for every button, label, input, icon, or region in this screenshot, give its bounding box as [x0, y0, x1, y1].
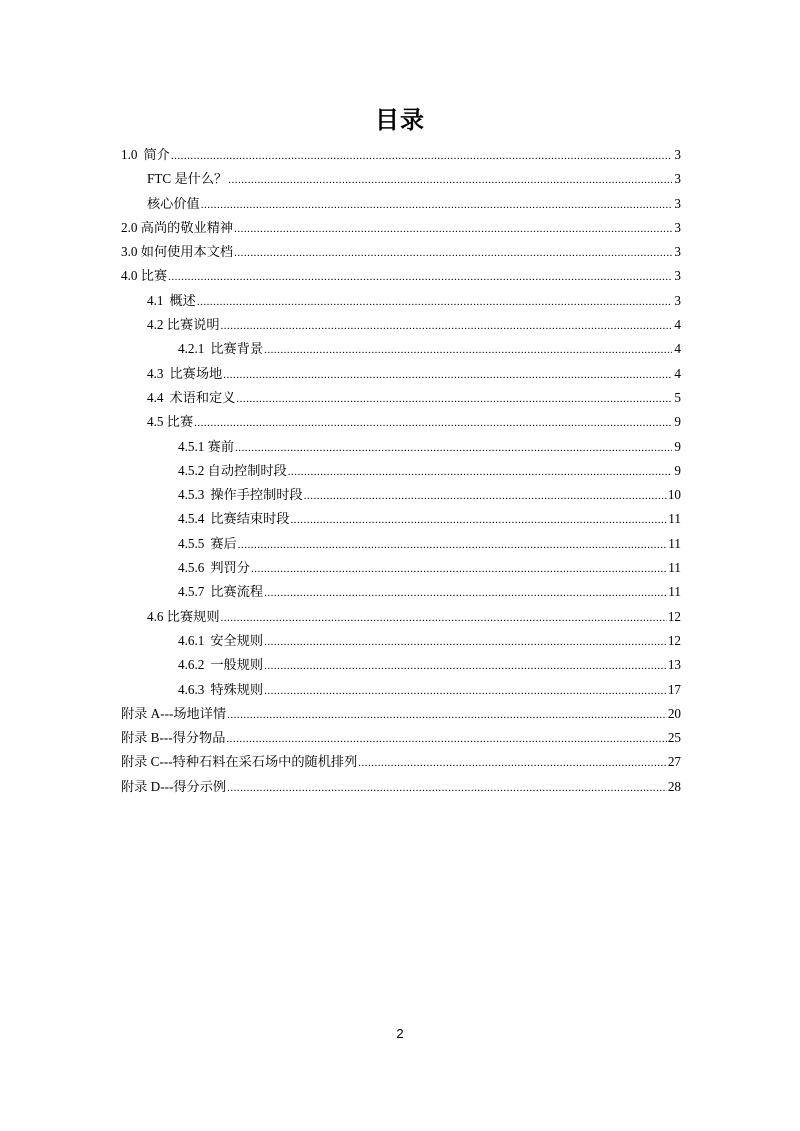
- toc-entry[interactable]: [121, 726, 681, 750]
- toc-entry-page: 25: [667, 730, 681, 746]
- toc-entry-label: 附录 D---得分示例: [121, 778, 227, 794]
- toc-entry[interactable]: [121, 532, 681, 556]
- dot-leader: [171, 144, 672, 168]
- toc-entry-page: 3: [674, 219, 681, 235]
- toc-entry-label: 4.6 比赛规则: [147, 608, 220, 624]
- toc-entry-page: 9: [674, 414, 681, 430]
- toc-entry-page: 9: [674, 438, 681, 454]
- toc-entry[interactable]: [121, 605, 681, 629]
- toc-entry-page: 4: [674, 341, 681, 357]
- toc-entry-label: 附录 C---特种石料在采石场中的随机排列: [121, 754, 358, 770]
- toc-entry-label: 比赛背景: [210, 341, 264, 357]
- toc-entry-page: 11: [668, 511, 681, 527]
- toc-entry-label: 核心价值: [147, 195, 200, 211]
- toc-entry-label: 简介: [143, 147, 170, 162]
- dot-leader: [264, 338, 672, 362]
- toc-entry-page: 12: [667, 632, 681, 648]
- table-of-contents: [121, 143, 681, 799]
- toc-entry-page: 4: [674, 317, 681, 333]
- toc-entry-label: 一般规则: [210, 657, 264, 673]
- toc-entry[interactable]: [121, 216, 681, 240]
- toc-entry[interactable]: [121, 289, 681, 313]
- dot-leader: [236, 387, 672, 411]
- toc-entry[interactable]: [121, 483, 681, 507]
- toc-entry[interactable]: [121, 386, 681, 410]
- toc-entry-page: 17: [667, 681, 681, 697]
- toc-entry-label: 4.5.1 赛前: [178, 438, 235, 454]
- dot-leader: [264, 581, 667, 605]
- dot-leader: [194, 411, 672, 435]
- toc-entry[interactable]: [121, 775, 681, 799]
- toc-entry-page: 3: [674, 195, 681, 211]
- dot-leader: [264, 679, 667, 703]
- toc-entry[interactable]: [121, 240, 681, 264]
- toc-entry-page: 3: [674, 268, 681, 284]
- toc-entry-label: FTC 是什么？: [147, 171, 228, 187]
- toc-entry-page: 28: [667, 778, 681, 794]
- toc-entry-label: 比赛结束时段: [210, 511, 290, 527]
- toc-entry-page: 13: [667, 657, 681, 673]
- toc-entry-number: 4.3: [147, 365, 164, 381]
- toc-entry-number: 4.5.4: [178, 511, 205, 527]
- toc-entry-page: 4: [674, 365, 681, 381]
- toc-entry-label: 特殊规则: [210, 681, 264, 697]
- dot-leader: [223, 363, 672, 387]
- toc-entry-label: 4.0 比赛: [121, 268, 168, 284]
- toc-entry-label: 比赛场地: [169, 365, 223, 381]
- toc-entry-page: 9: [674, 462, 681, 478]
- toc-entry-label: 安全规则: [210, 632, 264, 648]
- toc-entry-page: 10: [667, 487, 681, 503]
- dot-leader: [201, 193, 672, 217]
- toc-entry[interactable]: [121, 459, 681, 483]
- toc-entry-page: 3: [674, 147, 681, 162]
- toc-entry-page: 20: [667, 705, 681, 721]
- toc-entry-page: 5: [674, 389, 681, 405]
- dot-leader: [227, 776, 667, 800]
- toc-entry[interactable]: [121, 507, 681, 531]
- toc-entry-label: 判罚分: [210, 560, 250, 576]
- toc-entry-page: 11: [668, 535, 681, 551]
- dot-leader: [197, 290, 672, 314]
- toc-entry-label: 赛后: [210, 535, 237, 551]
- dot-leader: [304, 484, 667, 508]
- toc-entry[interactable]: [121, 362, 681, 386]
- toc-entry-number: 4.4: [147, 389, 164, 405]
- toc-entry-number: 4.5.3: [178, 487, 205, 503]
- toc-entry-page: 3: [674, 292, 681, 308]
- toc-entry-label: 2.0 高尚的敬业精神: [121, 219, 234, 235]
- toc-entry-number: 4.6.1: [178, 632, 205, 648]
- toc-entry-label: 3.0 如何使用本文档: [121, 244, 234, 260]
- dot-leader: [234, 217, 672, 241]
- toc-entry[interactable]: [121, 192, 681, 216]
- dot-leader: [288, 460, 672, 484]
- dot-leader: [291, 508, 668, 532]
- toc-entry[interactable]: [121, 143, 681, 167]
- toc-entry-page: 12: [667, 608, 681, 624]
- dot-leader: [238, 533, 668, 557]
- toc-entry-page: 27: [667, 754, 681, 770]
- dot-leader: [251, 557, 667, 581]
- toc-entry-page: 3: [674, 244, 681, 260]
- toc-entry[interactable]: [121, 702, 681, 726]
- toc-entry-label: 4.5.2 自动控制时段: [178, 462, 287, 478]
- toc-entry-number: 4.5.7: [178, 584, 205, 600]
- toc-entry-number: 4.6.3: [178, 681, 205, 697]
- toc-entry-number: 4.6.2: [178, 657, 205, 673]
- toc-entry-label: 附录 B---得分物品: [121, 730, 226, 746]
- dot-leader: [168, 265, 672, 289]
- toc-entry-number: 4.1: [147, 292, 164, 308]
- page-number: 2: [396, 1026, 404, 1041]
- toc-entry-number: 4.5.5: [178, 535, 205, 551]
- dot-leader: [228, 168, 672, 192]
- toc-entry[interactable]: [121, 264, 681, 288]
- toc-entry-label: 概述: [169, 292, 196, 308]
- toc-entry[interactable]: [121, 653, 681, 677]
- dot-leader: [264, 654, 667, 678]
- toc-entry-page: 3: [674, 171, 681, 187]
- dot-leader: [358, 751, 667, 775]
- toc-entry[interactable]: [121, 629, 681, 653]
- toc-entry[interactable]: [121, 580, 681, 604]
- toc-entry[interactable]: [121, 410, 681, 434]
- toc-entry-label: 附录 A---场地详情: [121, 705, 227, 721]
- toc-entry-number: 1.0: [121, 147, 138, 162]
- dot-leader: [221, 314, 672, 338]
- toc-entry-label: 比赛流程: [210, 584, 264, 600]
- toc-entry[interactable]: [121, 337, 681, 361]
- toc-entry[interactable]: [121, 435, 681, 459]
- dot-leader: [234, 241, 672, 265]
- toc-entry-number: 4.5.6: [178, 560, 205, 576]
- toc-entry[interactable]: [121, 750, 681, 774]
- toc-entry-label: 操作手控制时段: [210, 487, 303, 503]
- toc-entry-page: 11: [668, 560, 681, 576]
- dot-leader: [226, 727, 666, 751]
- toc-entry[interactable]: [121, 313, 681, 337]
- toc-entry-page: 11: [668, 584, 681, 600]
- toc-entry[interactable]: [121, 556, 681, 580]
- toc-entry-number: 4.2.1: [178, 341, 205, 357]
- dot-leader: [221, 606, 667, 630]
- toc-entry-label: 4.5 比赛: [147, 414, 194, 430]
- toc-entry[interactable]: [121, 167, 681, 191]
- dot-leader: [235, 436, 672, 460]
- toc-entry-label: 术语和定义: [169, 389, 236, 405]
- dot-leader: [264, 630, 667, 654]
- page-title: 目录: [375, 106, 425, 134]
- toc-entry[interactable]: [121, 678, 681, 702]
- toc-entry-label: 4.2 比赛说明: [147, 317, 220, 333]
- dot-leader: [227, 703, 667, 727]
